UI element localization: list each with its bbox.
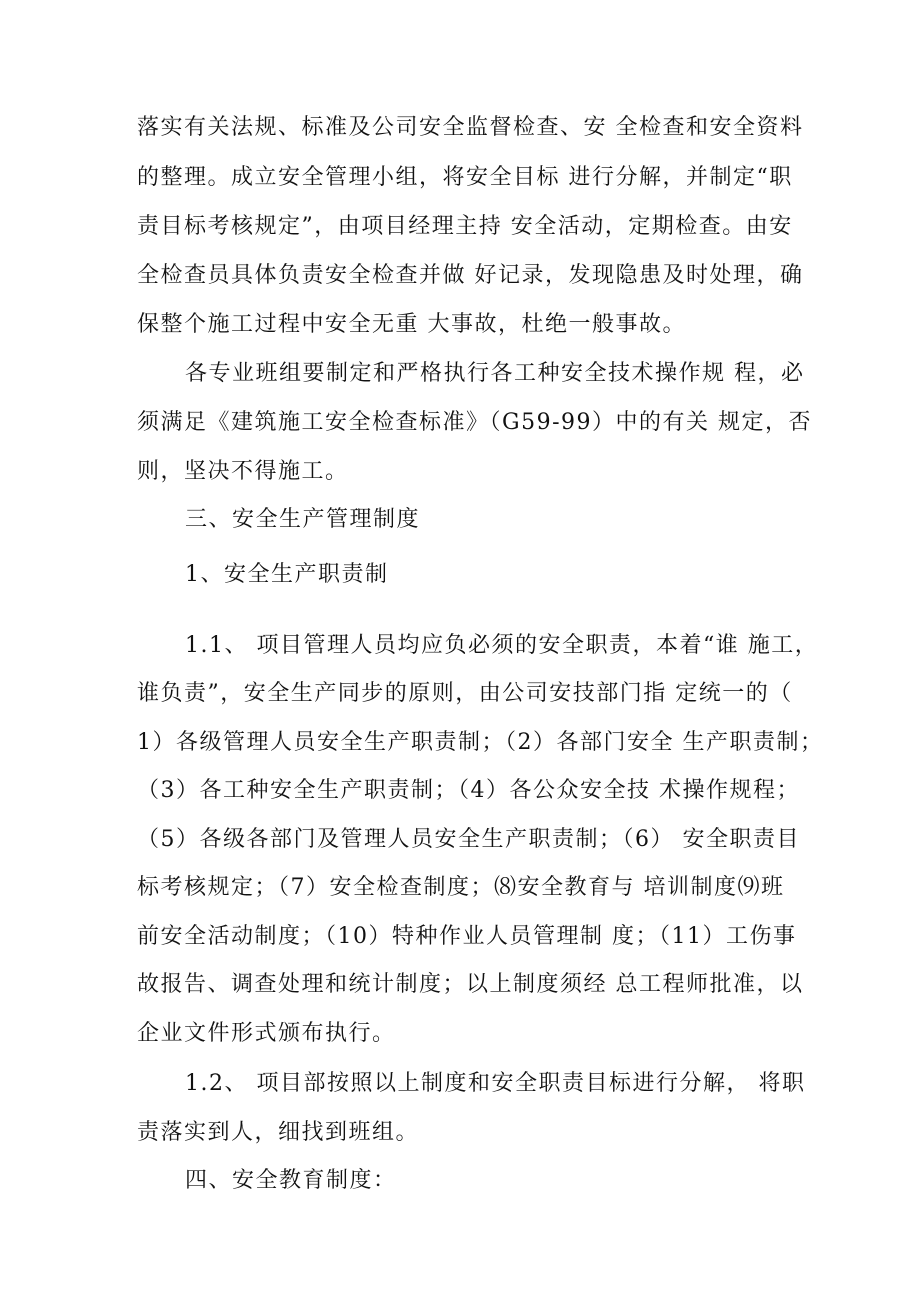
section-heading: 三、安全生产管理制度 — [185, 507, 421, 532]
body-text-line: 须满足《建筑施工安全检查标准》（G59-99）中的有关 规定，否 — [137, 410, 812, 435]
paragraph-first-line: 1.1、 项目管理人员均应负必须的安全职责，本着“谁 施工， — [185, 633, 819, 658]
body-text-line: 谁负责”，安全生产同步的原则，由公司安技部门指 定统一的（ — [137, 681, 793, 706]
paragraph-first-line: 1.2、 项目部按照以上制度和安全职责目标进行分解， 将职 — [185, 1071, 806, 1096]
body-text-line: 责落实到人，细找到班组。 — [137, 1120, 420, 1145]
body-text-line: 企业文件形式颁布执行。 — [137, 1021, 396, 1046]
body-text-line: （5）各级各部门及管理人员安全生产职责制；（6） 安全职责目 — [137, 827, 800, 852]
body-text-line: 的整理。成立安全管理小组，将安全目标 进行分解，并制定“职 — [137, 165, 793, 190]
body-text-line: 落实有关法规、标准及公司安全监督检查、安 全检查和安全资料 — [137, 115, 804, 140]
subsection-heading: 1、安全生产职责制 — [185, 562, 389, 587]
body-text-line: 标考核规定；（7）安全检查制度；⑻安全教育与 培训制度⑼班 — [137, 875, 785, 900]
paragraph-first-line: 各专业班组要制定和严格执行各工种安全技术操作规 程，必 — [185, 361, 805, 386]
body-text-line: 保整个施工过程中安全无重 大事故，杜绝一般事故。 — [137, 312, 686, 337]
body-text-line: 全检查员具体负责安全检查并做 好记录，发现隐患及时处理，确 — [137, 263, 804, 288]
body-text-line: 前安全活动制度；（10）特种作业人员管理制 度；（11）工伤事 — [137, 924, 797, 949]
body-text-line: （3）各工种安全生产职责制；（4）各公众安全技 术操作规程； — [137, 778, 800, 803]
body-text-line: 责目标考核规定”，由项目经理主持 安全活动，定期检查。由安 — [137, 214, 793, 239]
body-text-line: 1）各级管理人员安全生产职责制；（2）各部门安全 生产职责制； — [137, 730, 824, 755]
body-text-line: 则，坚决不得施工。 — [137, 459, 349, 484]
body-text-line: 故报告、调查处理和统计制度；以上制度须经 总工程师批准，以 — [137, 972, 804, 997]
section-heading: 四、安全教育制度： — [185, 1168, 397, 1193]
